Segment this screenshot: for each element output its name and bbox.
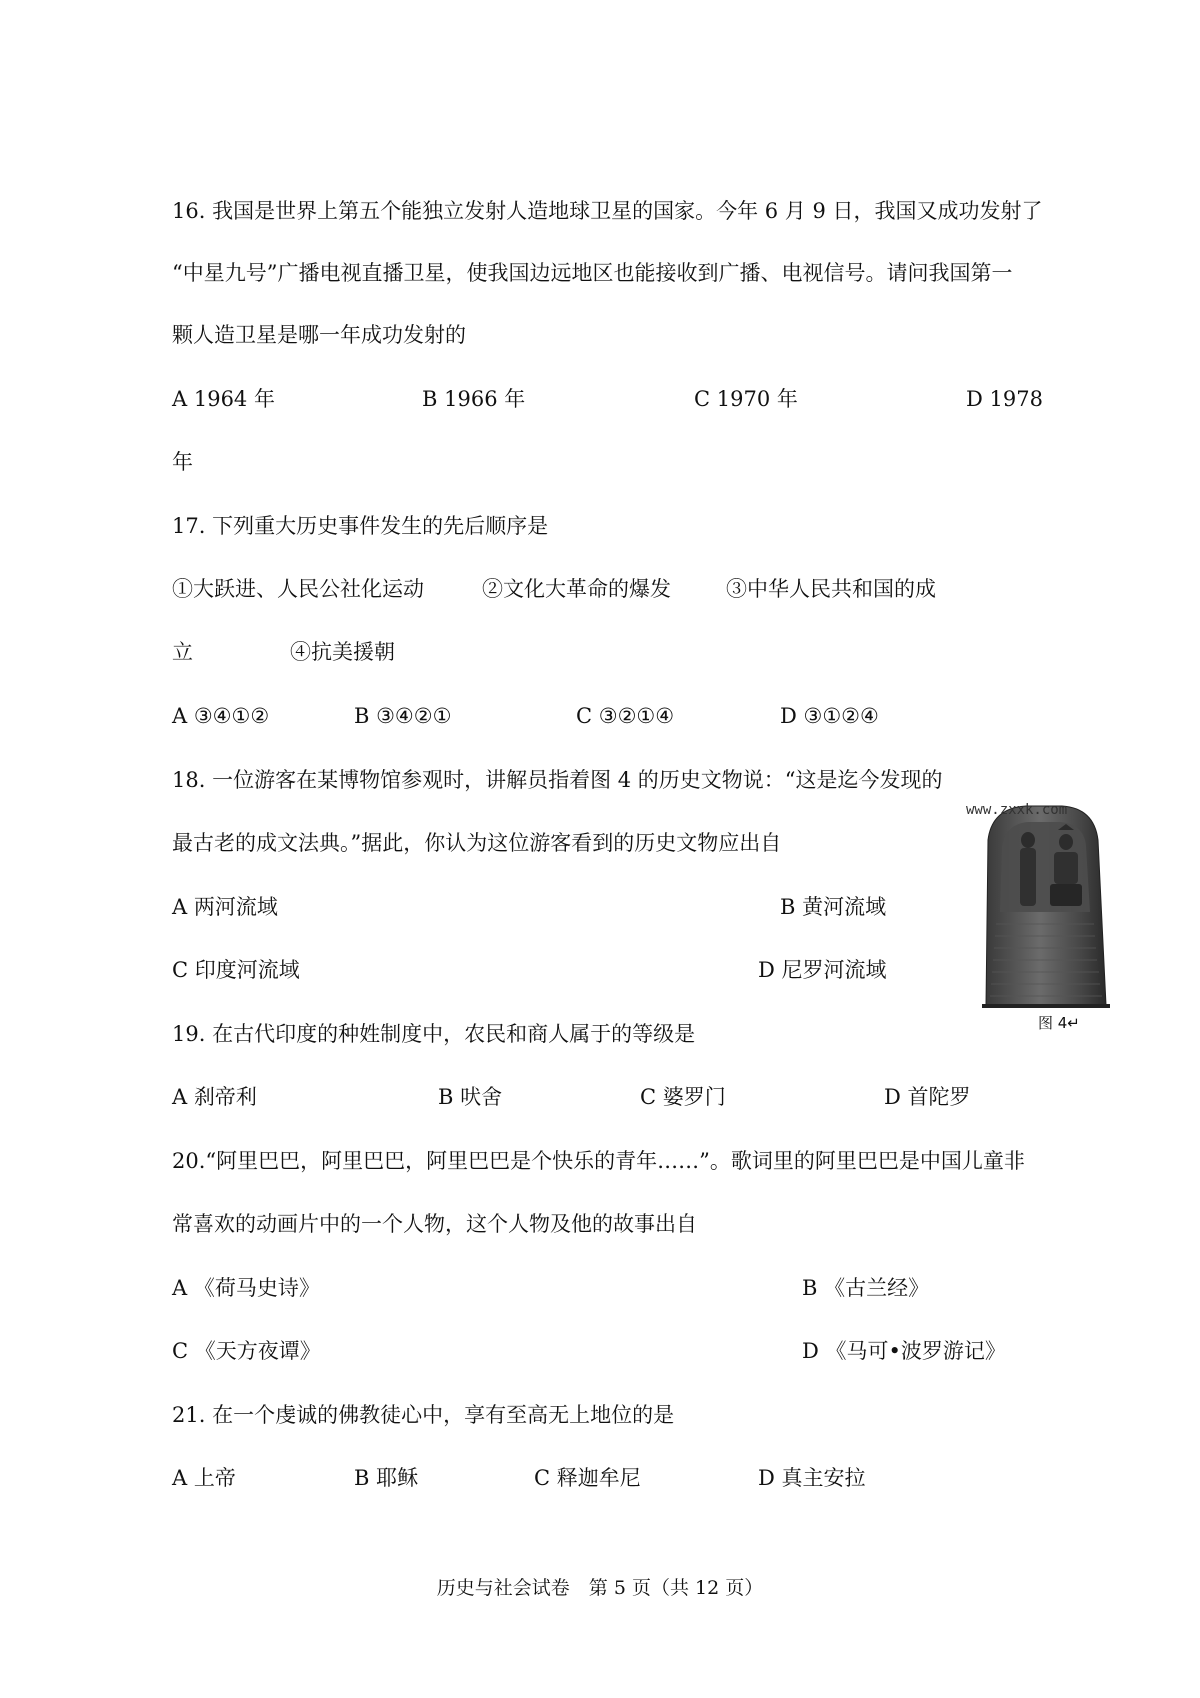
q20-option-d: D 《马可•波罗游记》 bbox=[802, 1339, 1006, 1363]
q18-option-b: B 黄河流域 bbox=[780, 895, 887, 919]
q18-stem-line1: 18. 一位游客在某博物馆参观时，讲解员指着图 4 的历史文物说：“这是迄今发现的 bbox=[172, 768, 943, 792]
q17-option-d: D ③①②④ bbox=[780, 704, 879, 728]
q16-option-d-wrap: 年 bbox=[172, 450, 193, 474]
q17-option-b: B ③④②① bbox=[354, 704, 452, 728]
q21-option-b: B 耶稣 bbox=[354, 1466, 419, 1490]
stele-image bbox=[966, 800, 1126, 1032]
q17-event-4: ④抗美援朝 bbox=[290, 640, 395, 664]
q16-stem-line1: 16. 我国是世界上第五个能独立发射人造地球卫星的国家。今年 6 月 9 日，我国又成功发射了 bbox=[172, 199, 1043, 223]
q16-stem-line3: 颗人造卫星是哪一年成功发射的 bbox=[172, 323, 466, 347]
q16-option-c: C 1970 年 bbox=[694, 387, 798, 411]
q18-stem-line2: 最古老的成文法典。”据此，你认为这位游客看到的历史文物应出自 bbox=[172, 831, 782, 855]
q19-option-c: C 婆罗门 bbox=[640, 1085, 726, 1109]
q21-option-a: A 上帝 bbox=[172, 1466, 236, 1490]
figure-watermark: www.zxxk.com bbox=[966, 802, 1068, 818]
page-footer: 历史与社会试卷 第 5 页（共 12 页） bbox=[436, 1577, 764, 1599]
q20-option-c: C 《天方夜谭》 bbox=[172, 1339, 321, 1363]
q20-stem-line2: 常喜欢的动画片中的一个人物，这个人物及他的故事出自 bbox=[172, 1212, 697, 1236]
q20-stem-line1: 20.“阿里巴巴，阿里巴巴，阿里巴巴是个快乐的青年……”。歌词里的阿里巴巴是中国儿童非 bbox=[172, 1149, 1025, 1173]
q21-option-d: D 真主安拉 bbox=[758, 1466, 866, 1490]
q19-option-a: A 刹帝利 bbox=[172, 1085, 257, 1109]
figure-4 bbox=[966, 800, 1126, 1032]
q16-option-a: A 1964 年 bbox=[172, 387, 275, 411]
q17-event-3: ③中华人民共和国的成 bbox=[726, 577, 936, 601]
q16-option-b: B 1966 年 bbox=[422, 387, 526, 411]
q18-option-c: C 印度河流域 bbox=[172, 958, 300, 982]
q19-stem: 19. 在古代印度的种姓制度中，农民和商人属于的等级是 bbox=[172, 1022, 696, 1046]
q17-event-1: ①大跃进、人民公社化运动 bbox=[172, 577, 424, 601]
q17-event-3-wrap: 立 bbox=[172, 640, 193, 664]
q20-option-b: B 《古兰经》 bbox=[802, 1276, 930, 1300]
q16-option-d: D 1978 bbox=[966, 387, 1043, 411]
q17-stem: 17. 下列重大历史事件发生的先后顺序是 bbox=[172, 514, 549, 538]
q17-option-a: A ③④①② bbox=[172, 704, 270, 728]
q19-option-d: D 首陀罗 bbox=[884, 1085, 971, 1109]
q20-option-a: A 《荷马史诗》 bbox=[172, 1276, 320, 1300]
q17-event-2: ②文化大革命的爆发 bbox=[482, 577, 671, 601]
q19-option-b: B 吠舍 bbox=[438, 1085, 503, 1109]
q17-option-c: C ③②①④ bbox=[576, 704, 675, 728]
q16-stem-line2: “中星九号”广播电视直播卫星，使我国边远地区也能接收到广播、电视信号。请问我国第一 bbox=[172, 261, 1013, 285]
q21-option-c: C 释迦牟尼 bbox=[534, 1466, 641, 1490]
figure-caption: 图 4↵ bbox=[1038, 1014, 1080, 1032]
q18-option-a: A 两河流域 bbox=[172, 895, 278, 919]
q21-stem: 21. 在一个虔诚的佛教徒心中，享有至高无上地位的是 bbox=[172, 1403, 675, 1427]
q18-option-d: D 尼罗河流域 bbox=[758, 958, 887, 982]
